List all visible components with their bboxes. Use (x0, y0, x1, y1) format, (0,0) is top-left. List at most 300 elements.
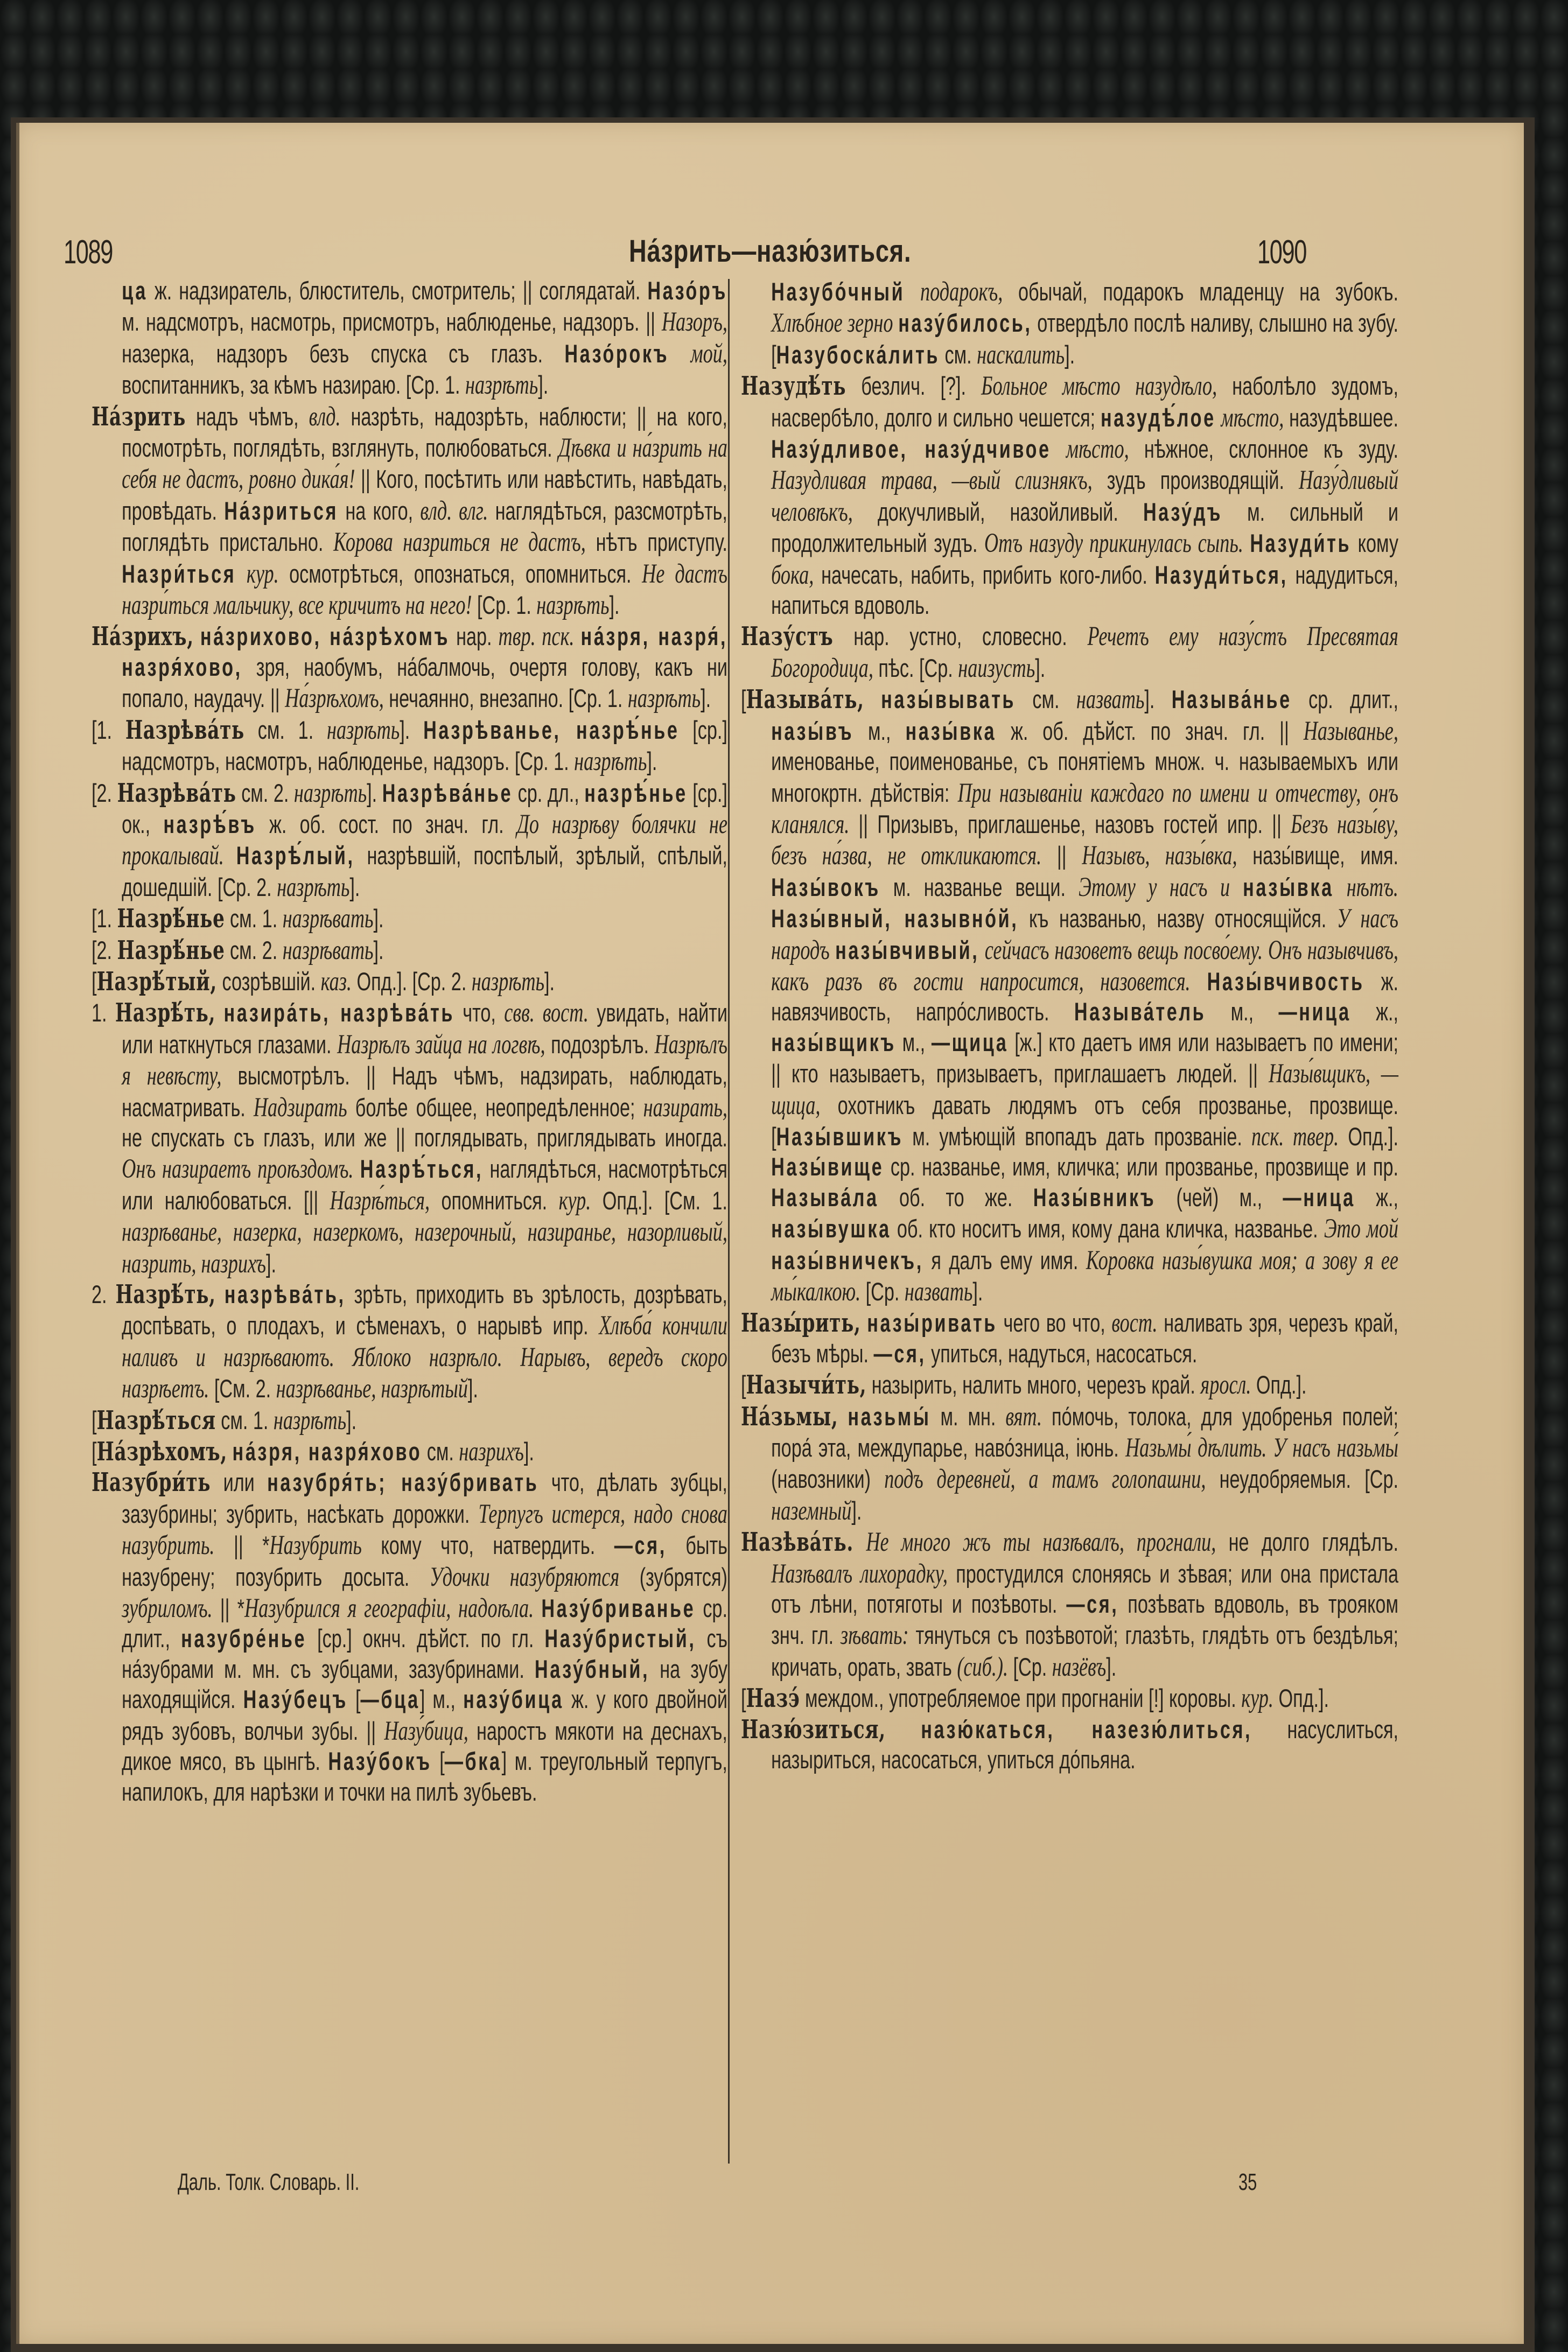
entry-example: назвать (1076, 684, 1145, 715)
dictionary-entry (741, 621, 1398, 684)
entry-headword: Назы́рить, (741, 1308, 861, 1339)
entry-text: неудобряемыя. [Ср. (1206, 1465, 1398, 1494)
entry-text: ср. длит., (122, 1594, 727, 1654)
entry-example: Коровка назы́вушка моя; а зову я ее мы́калкою. (771, 1244, 1398, 1306)
entry-text: м. надсмотръ, насмотрь, присмотръ, наблюденье, надзоръ. || (122, 308, 662, 337)
entry-text (979, 936, 984, 965)
entry-text: чего во что, (997, 1309, 1112, 1338)
page-left-edge (16, 123, 19, 2344)
entry-derived-word: Назу́бристый, (544, 1625, 696, 1654)
entry-text: ]. (400, 716, 424, 745)
entry-derived-word: Назы́вникъ (1033, 1183, 1156, 1212)
entry-headword: Назѣва́ть. (741, 1527, 854, 1558)
entry-headword: Назычи́ть, (746, 1370, 867, 1401)
entry-derived-word: —бца (360, 1685, 420, 1714)
entry-text: [Ср. 1. (472, 591, 537, 620)
entry-text: упиться, надуться, насосаться. (926, 1339, 1198, 1368)
entry-text: [ (741, 685, 746, 715)
entry-example: Назьмы́ дѣлить. У насъ назьмы́ (1125, 1432, 1398, 1463)
entry-example: вост. (1111, 1307, 1158, 1338)
entry-text: ]. (538, 371, 549, 400)
entry-headword: Назу́стъ (741, 621, 834, 652)
entry-text (227, 1438, 233, 1466)
entry-text: см. 1. (244, 716, 327, 745)
entry-example: Речетъ ему назу́стъ Пресвятая Богородица, (771, 621, 1398, 683)
entry-example: Хлѣбное зерно (771, 307, 893, 338)
entry-text: нар. устно, словесно. (833, 622, 1088, 652)
entry-text: [2. (92, 779, 117, 808)
dictionary-entry (92, 935, 727, 966)
entry-example: мой, (690, 338, 727, 368)
entry-text: || * (214, 1531, 270, 1560)
entry-text: зудъ производящій. (1092, 466, 1299, 495)
entry-derived-word: —ся, (873, 1339, 926, 1368)
entry-headword: Называ́ть, (746, 684, 864, 715)
entry-example: Этому у насъ и (1078, 871, 1230, 902)
entry-text: [ (741, 1684, 746, 1713)
left-column-entries (92, 276, 727, 1808)
entry-text: ]. (1106, 1653, 1117, 1682)
entry-text: ] м. треугольный терпугъ, напилокъ, для нарѣзки и точки на пилѣ зубьевъ. (122, 1747, 727, 1807)
entry-text (1230, 873, 1243, 902)
entry-derived-word: назрѣ́нье (584, 779, 688, 808)
entry-text: ]. (609, 591, 620, 620)
entry-text: съ на́зубрами м. мн. съ зубцами, зазубринами. (122, 1625, 727, 1684)
entry-example: Отъ назуду прикинулась сыпь. (984, 528, 1243, 558)
entry-example: Назубрить (269, 1530, 362, 1560)
entry-text: ]. (1065, 340, 1075, 369)
entry-headword: На́зрить (92, 401, 186, 432)
entry-derived-word: назира́ть, назрѣва́ть (223, 999, 454, 1028)
entry-text: что, дѣлать зубцы, зазубрины; зубрить, насѣкать дорожки. (122, 1468, 727, 1529)
entry-text: наглядѣться, насмотрѣться или налюбоваться. [|| (122, 1155, 727, 1215)
entry-derived-word: назы́вушка (771, 1215, 891, 1244)
entry-derived-word: Назрѣва́нье (382, 779, 513, 808)
entry-derived-word: назрѣ́въ (163, 810, 256, 839)
dictionary-entry (92, 903, 727, 934)
entry-text: нар. (450, 622, 499, 652)
entry-text: м., (1206, 998, 1279, 1027)
dictionary-entry (92, 1436, 727, 1467)
entry-text: ]. (346, 1406, 357, 1435)
entry-text: Опд.]. (1339, 1122, 1398, 1151)
entry-text (838, 1403, 848, 1431)
entry-example: наземный (771, 1495, 852, 1525)
entry-example: назёвъ (1052, 1651, 1107, 1682)
entry-example: Назрѣлъ я невѣсту, (122, 1028, 727, 1091)
entry-text: ]. (349, 873, 360, 902)
entry-text (353, 1155, 360, 1184)
entry-text: зря, наобумъ, на́балмочь, очертя голову, какъ ни попало, наудачу. || (122, 653, 727, 713)
entry-text (1243, 529, 1250, 558)
entry-derived-word: —ся, (1066, 1590, 1119, 1619)
entry-headword: Назю́зиться, (741, 1714, 886, 1745)
entry-example: влд. влг. (420, 495, 488, 526)
entry-example: подарокъ, (920, 276, 1003, 306)
entry-text: назырить, налить много, черезъ край. (866, 1371, 1201, 1400)
entry-text: ж. у кого двойной рядъ зубовъ, волчьи зубы. || (122, 1685, 727, 1746)
entry-text: или (211, 1468, 268, 1497)
entry-text: на зубу находящійся. (122, 1655, 727, 1714)
entry-text (224, 842, 236, 870)
entry-text: пѣс. [Ср. (873, 654, 958, 683)
entry-text: (чей) м., (1156, 1183, 1283, 1212)
entry-example: пск. твер. (1251, 1121, 1339, 1151)
entry-text: назерка, надзоръ безъ спуска съ глазъ. (122, 339, 565, 368)
entry-derived-word: назы́вывать (881, 685, 1016, 715)
page-number-left: 1089 (64, 234, 113, 271)
entry-example: назрѣвать (282, 934, 374, 965)
entry-derived-word: Называ́нье (1171, 685, 1292, 715)
entry-text: ]. (523, 1438, 534, 1467)
entry-text: м. названье вещи. (880, 873, 1079, 902)
entry-text: [См. 2. (209, 1375, 276, 1404)
entry-text: ж. об. сост. по знач. гл. (256, 810, 517, 839)
entry-derived-word: —щица (931, 1028, 1009, 1057)
entry-text: [ср.] надсмотръ, насмотръ, наблюденье, надзоръ. [Ср. 1. (122, 716, 727, 776)
entry-text: [ср.] ок., (122, 779, 727, 839)
entry-text: ]. (265, 1249, 276, 1278)
entry-text: [1. (92, 905, 117, 934)
entry-derived-word: Назу́дъ (1143, 498, 1223, 527)
dictionary-entry (741, 684, 1398, 1307)
entry-derived-word: Назрѣ́лый, (236, 842, 355, 871)
entry-text: [ (92, 967, 97, 996)
entry-text: ]. (367, 779, 382, 808)
dictionary-entry (92, 276, 727, 401)
entry-text (216, 1280, 225, 1309)
entry-text: [1. (92, 716, 125, 745)
entry-text: опомниться. (430, 1186, 559, 1215)
entry-derived-word: назрѣва́ть, (224, 1280, 346, 1309)
entry-text: ж., (1355, 1183, 1398, 1212)
entry-derived-word: назы́ривать (867, 1309, 997, 1338)
entry-text: начесать, набить, прибить кого-либо. (814, 561, 1155, 590)
entry-derived-word: ца (122, 277, 148, 305)
entry-example: Это мой (1324, 1213, 1398, 1244)
entry-example: яросл. (1200, 1369, 1251, 1400)
entry-headword: Назрѣ́ть, (115, 1279, 216, 1310)
entry-text: кому что, натвердить. (361, 1531, 614, 1560)
entry-text: наглядѣться, разсмотрѣть, поглядѣть пристально. (122, 496, 727, 557)
entry-example: Называнье, (1303, 715, 1398, 746)
entry-text (669, 340, 690, 368)
entry-example: Не дастъ назри́ться мальчику, все кричитъ на него! (122, 558, 727, 620)
dictionary-entry (92, 1279, 727, 1405)
entry-example: назрѣть (465, 369, 538, 400)
entry-derived-word: Назу́дливое, назу́дчивое (771, 435, 1051, 464)
entry-headword: Назрѣва́ть (117, 778, 236, 808)
entry-text: [ (92, 1438, 97, 1467)
entry-example: назрихъ (459, 1436, 524, 1467)
entry-derived-word: на́зрихово, на́зрѣхомъ (200, 622, 450, 652)
entry-text: || Кого, посѣтить или навѣстить, навѣдать, провѣдать. (122, 465, 727, 526)
entry-example: наизусть (958, 652, 1035, 683)
entry-example: твр. пск. (498, 621, 575, 652)
entry-derived-word: назубря́ть; назу́бривать (267, 1468, 539, 1497)
entry-text: см. 1. (215, 1406, 274, 1435)
entry-example: (сиб.). (957, 1651, 1009, 1682)
entry-derived-word: назы́вщикъ (771, 1028, 896, 1057)
entry-text: ]. (373, 936, 384, 965)
entry-example: мѣсто, (1066, 433, 1129, 464)
entry-derived-word: Назри́ться (122, 559, 236, 589)
entry-derived-word: Назубоска́лить (776, 340, 940, 369)
entry-example: сейчасъ назоветъ вещь посво́ему. Онъ назывчивъ, какъ разъ въ гости напросится, назовется. (771, 934, 1398, 996)
entry-example: Терпугъ истерся, надо снова назубрить. (122, 1498, 727, 1560)
entry-example: назрѣть (273, 1404, 347, 1435)
entry-example: На́зрѣхомъ, (285, 683, 384, 713)
entry-text: именованье, поименованье, съ понятіемъ множ. ч. называемыхъ или многокртн. дѣйствія: (771, 747, 1398, 808)
entry-derived-word: Назу́бриванье (541, 1594, 696, 1623)
dictionary-entry (741, 370, 1398, 621)
entry-example: Безъ назы́ву, безъ на́зва, не откликаются. (771, 808, 1398, 871)
entry-example: кур. (246, 558, 279, 589)
entry-text: см. (940, 340, 977, 369)
entry-text: Опд.]. (1251, 1371, 1307, 1400)
entry-example: Назѣвалъ лихорадку, (771, 1558, 948, 1588)
entry-example: назвать (904, 1276, 973, 1306)
entry-text (574, 622, 580, 651)
entry-example: зубриломъ. (122, 1593, 213, 1623)
entry-derived-word: Назубо́чный (771, 278, 905, 306)
entry-text: 1. (92, 999, 115, 1028)
entry-example: зѣвать: (840, 1620, 909, 1650)
entry-text: ж., (1350, 998, 1398, 1027)
entry-text: отвердѣло послѣ наливу, слышно на зубу. [ (771, 309, 1398, 369)
entry-text: ]. (467, 1375, 478, 1404)
entry-text: простудился слоняясь и зѣвая; или она пристала отъ лѣни, потяготы и позѣвоты. (771, 1559, 1398, 1619)
dictionary-entry (92, 1405, 727, 1436)
entry-example: Назоръ, (661, 306, 727, 337)
dictionary-entry (741, 1527, 1398, 1683)
entry-text: назы́вище, имя. (1237, 842, 1398, 871)
entry-text: высмотрѣлъ. || Надъ чѣмъ, надзирать, наблюдать, насматривать. (122, 1062, 727, 1122)
dictionary-entry (741, 1307, 1398, 1369)
entry-derived-word: На́зриться (224, 496, 339, 526)
entry-headword: На́зьмы, (741, 1401, 838, 1432)
entry-example: вят. (1005, 1401, 1042, 1431)
entry-example: наскалить (977, 339, 1065, 369)
entry-example: назрѣванье, назерка, назеркомъ, назерочный, назиранье, назорливый, назрить, назрихъ (122, 1216, 727, 1278)
entry-derived-word: —ся, (614, 1531, 667, 1560)
entry-derived-word: Назрѣ́ться, (360, 1155, 484, 1184)
entry-text: ср. длит., (1291, 685, 1398, 715)
entry-text: Опд.]. (1273, 1684, 1329, 1713)
entry-derived-word: на́зря, назря́хово (232, 1438, 422, 1467)
entry-derived-word: назьмы́ (848, 1402, 931, 1431)
entry-text: безлич. [?]. (846, 372, 982, 401)
entry-derived-word: назу́билось, (898, 309, 1032, 338)
entry-text: ]. (851, 1496, 862, 1525)
entry-example: назирать, (643, 1091, 727, 1122)
entry-text: об. кто носитъ имя, кому дана кличка, названье. (891, 1215, 1324, 1244)
entry-example: назрѣть (327, 714, 400, 745)
entry-derived-word: назы́въ (771, 717, 854, 746)
dictionary-entry (92, 1467, 727, 1807)
entry-text: увидать, найти или наткнуться глазами. (122, 999, 727, 1059)
entry-text: см. (1016, 685, 1076, 715)
entry-text: наростъ мякоти на деснахъ, дикое мясо, въ цынгѣ. (122, 1717, 727, 1776)
entry-text: (навозники) (771, 1465, 885, 1494)
entry-derived-word: Назу́бный, (534, 1655, 650, 1684)
entry-example: кур. (558, 1185, 591, 1215)
entry-headword: Назрѣ́тый, (96, 966, 217, 997)
entry-text (830, 936, 835, 965)
entry-text: Опд.]. [См. 1. (591, 1186, 727, 1215)
entry-example: Корова назриться не дастъ, (333, 527, 586, 557)
entry-text: по́мочь, толока, для удобренья полей; пора́ эта, междупарье, наво́зница, іюнь. (771, 1402, 1398, 1463)
entry-derived-word: Назо́рокъ (564, 339, 669, 368)
dictionary-entry (741, 1401, 1398, 1527)
entry-headword: Назрѣва́ть (125, 715, 244, 745)
entry-example: Назубрился я географіи, надоѣла. (244, 1593, 534, 1623)
dictionary-entry (92, 715, 727, 778)
entry-text (893, 309, 898, 338)
entry-text: || Призывъ, приглашенье, назовъ гостей ипр. || (849, 810, 1291, 839)
entry-text: ]. (544, 967, 555, 996)
entry-text (886, 1716, 921, 1744)
entry-example: назрѣть (627, 683, 701, 713)
entry-derived-word: Назу́бецъ (243, 1685, 348, 1714)
entry-text: надудиться, напиться вдоволь. (771, 561, 1398, 620)
entry-text (194, 622, 200, 651)
page-number-right: 1090 (1257, 234, 1306, 271)
entry-headword: На́зрихъ, (92, 621, 194, 652)
entry-text: ср. названье, имя, кличка; или прозванье, прозвище и пр. (884, 1153, 1398, 1182)
entry-text: охотникъ давать людямъ отъ себя прозванье, прозвище. [ (771, 1091, 1398, 1151)
entry-text: назрѣвшій, поспѣлый, зрѣлый, спѣлый, дошедшій. [Ср. 2. (122, 842, 727, 902)
entry-text: воспитанникъ, за кѣмъ назираю. [Ср. 1. (122, 371, 465, 400)
entry-text: [Ср. (860, 1278, 905, 1306)
signature-label: Даль. Толк. Словарь. II. (178, 2169, 360, 2195)
entry-derived-word: Назу́бокъ (328, 1747, 432, 1776)
entry-headword: Назэ́ (746, 1683, 800, 1714)
entry-example: назрѣть (574, 746, 647, 776)
entry-text: позѣвать вдоволь, въ трояком знч. гл. (771, 1590, 1398, 1650)
entry-text: насуслиться, назыриться, насосаться, упиться до́пьяна. (771, 1715, 1398, 1775)
entry-text (861, 1309, 867, 1338)
entry-derived-word: назю́каться, назезю́литься, (921, 1715, 1252, 1744)
entry-derived-word: Назы́вный, назывно́й, (771, 905, 1019, 934)
entry-derived-word: на́зря, назря́, назря́хово, (122, 622, 727, 682)
entry-text: ]. (972, 1278, 983, 1306)
entry-derived-word: Назы́вшикъ (776, 1122, 904, 1151)
entry-example: Не много жъ ты назѣвалъ, прогнали, (866, 1527, 1216, 1557)
entry-text: созрѣвшій. (216, 967, 321, 996)
entry-example: При называніи каждаго по имени и отчеству, онъ кланялся. (771, 777, 1398, 839)
entry-text: нечаянно, внезапно. [Ср. 1. (383, 684, 628, 713)
entry-text: наболѣло зудомъ, насвербѣло, долго и сильно чешется; (771, 372, 1398, 432)
entry-derived-word: —бка (444, 1747, 502, 1776)
dictionary-entry (92, 401, 727, 621)
entry-text: ]. (373, 905, 384, 934)
entry-text: ] м., (419, 1685, 464, 1714)
entry-headword: Назубри́ть (92, 1467, 211, 1498)
dictionary-entry (92, 621, 727, 714)
entry-derived-word: Назы́вчивость (1207, 967, 1364, 996)
entry-text (1334, 873, 1347, 902)
entry-text (905, 278, 920, 306)
entry-example: свв. вост. (504, 997, 589, 1028)
entry-text: см. (422, 1438, 459, 1467)
entry-text: ]. (647, 747, 657, 776)
entry-text: м. мн. (930, 1402, 1006, 1431)
entry-example: Больное мѣсто назудѣло, (981, 370, 1217, 401)
entry-text: см. 2. (236, 779, 294, 808)
entry-text: ж. об. дѣйст. по знач. гл. || (996, 717, 1304, 746)
entry-example: Назрѣ́ться, (330, 1185, 430, 1215)
entry-example: Назудливая трава, —вый слизнякъ, (771, 465, 1093, 495)
entry-text: [ (741, 1371, 746, 1400)
entry-text: быть назубрену; позубрить досыта. (122, 1531, 727, 1592)
entry-text: осмотрѣться, опознаться, опомниться. (278, 559, 642, 589)
entry-text: на кого, (338, 496, 421, 526)
entry-derived-word: —ница (1278, 998, 1351, 1027)
entry-example: кур. (1241, 1683, 1273, 1713)
dictionary-entry (741, 1714, 1398, 1776)
entry-example: До назрѣву болячки не прокалывай. (122, 808, 727, 871)
entry-example: назрѣть (471, 965, 545, 996)
entry-text (1051, 435, 1066, 464)
entry-text: [ж.] кто даетъ имя или называетъ по имени; || кто называетъ, призываетъ, приглашаетъ людей. || (771, 1028, 1398, 1089)
book-page (16, 123, 1524, 2344)
entry-example: назрѣванье, назрѣтый (276, 1373, 468, 1404)
entry-text: ж. надзиратель, блюститель, смотритель; || соглядатай. (147, 277, 648, 305)
entry-text: назрѣть, надозрѣть, наблюсти; || на кого, посмотрѣть, поглядѣть, взглянуть, полюбоваться. (122, 402, 727, 463)
entry-text: об. то же. (878, 1183, 1033, 1212)
entry-headword: Назрѣ́нье (117, 935, 225, 965)
entry-text: подозрѣлъ. (545, 1030, 655, 1059)
entry-text: наливать зря, черезъ край, безъ мѣры. (771, 1309, 1398, 1368)
entry-example: Хлѣба́ кончили наливъ и назрѣваютъ. Яблоко назрѣло. Нарывъ, вередъ скоро назрѣетъ. (122, 1310, 727, 1404)
entry-text (864, 685, 881, 714)
entry-text (534, 1594, 541, 1623)
entry-example: бока, (771, 559, 814, 590)
entry-text: см. 1. (225, 905, 283, 934)
entry-example: Назу́бица, (384, 1715, 468, 1746)
entry-example: каз. (320, 965, 352, 996)
entry-derived-word: назы́вка (1243, 873, 1334, 902)
entry-example: назрѣвать (282, 903, 374, 934)
entry-text: 2. (92, 1280, 116, 1309)
dictionary-entry (741, 276, 1398, 370)
entry-example: У насъ народъ (771, 903, 1398, 965)
entry-derived-word: назы́вка (905, 717, 997, 746)
entry-text: ]. (701, 684, 711, 713)
entry-text: [ (92, 1406, 97, 1435)
entry-example: назрѣть (536, 590, 610, 620)
entry-example: Дѣвка и на́зрить на себя не дастъ, ровно дика́я! (122, 432, 727, 494)
entry-headword: Назрѣ́ться (96, 1405, 216, 1436)
entry-example: Онъ назираетъ проѣздомъ. (122, 1153, 354, 1184)
entry-text (215, 999, 223, 1027)
entry-text: не долго глядѣлъ. (1216, 1528, 1398, 1557)
entry-derived-word: Назо́ръ (647, 277, 727, 305)
entry-text: [ (347, 1685, 361, 1714)
dictionary-entry (92, 778, 727, 904)
entry-text (853, 1528, 866, 1557)
entry-text: нѣжное, склонное къ зуду. (1129, 435, 1398, 464)
entry-example: Удочки назубряются (429, 1561, 620, 1592)
dictionary-entry (741, 1683, 1398, 1714)
entry-derived-word: Называ́тель (1074, 998, 1206, 1027)
entry-text: ж. навязчивость, напро́сливость. (771, 967, 1398, 1027)
entry-derived-word: Называ́ла (771, 1183, 879, 1212)
entry-text: тянуться съ позѣвотой; глазѣть, глядѣть отъ бездѣлья; кричать, орать, звать (771, 1621, 1398, 1682)
entry-text: Опд.]. [Ср. 2. (351, 967, 472, 996)
entry-text: || (1041, 842, 1082, 871)
